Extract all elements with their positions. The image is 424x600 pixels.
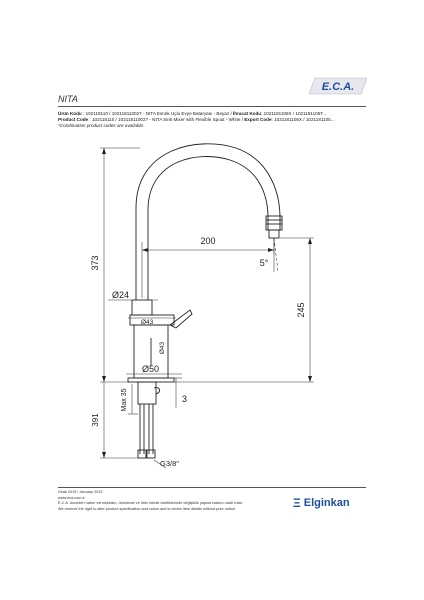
faucet-technical-drawing [58, 138, 328, 478]
combination-note: *Combination product codes are available. [58, 123, 145, 129]
brand-name: Elginkan [303, 497, 350, 509]
svg-text:E.C.A.: E.C.A. [321, 81, 355, 93]
dim-base-diameter-small: Ø43 [159, 341, 166, 355]
eca-logo [309, 76, 367, 96]
dim-thread: G3/8" [160, 459, 179, 468]
footer-url[interactable]: www.eca.com.tr [58, 495, 85, 500]
dim-body-diameter: Ø24 [112, 290, 130, 300]
footer-notes [58, 490, 288, 512]
dim-max-counter: Max 35 [121, 388, 128, 412]
dim-total-height: 373 [90, 255, 100, 271]
dim-base-diameter: Ø50 [142, 364, 160, 374]
product-title: NITA [58, 94, 78, 104]
footer-date: Ocak 2019 / January 2019 [58, 490, 103, 494]
dim-spout-angle: 5° [259, 258, 269, 268]
en-code-row: Product Code : 102118110 / 102118110027 - NITA Sink Mixer with Flexible Spout - White / Export Code: 1021181108X / 1021181105... [58, 117, 335, 123]
tr-code-row: Ürün Kodu : 102118110 / 102118110027 - NITA Esnek Uçlu Evye Bataryası - Beyaz / İhracat Kodu: 1021181108X / 1021181105T... [58, 111, 327, 116]
footer-divider [58, 487, 366, 488]
dim-spout-reach: 200 [200, 236, 216, 246]
footer-disclaimer-tr: E.C.A. önceden haber vermeksizin, ürünlerde ve ürün teknik özelliklerinde değişiklik yapma hakkını saklı tutar. [58, 501, 243, 506]
dim-spout-height: 245 [296, 302, 306, 318]
footer-disclaimer-en: We reserve the right to alter product specification and colors and to revise item details without prior notice. [58, 506, 237, 511]
elginkan-brand [293, 496, 350, 510]
dim-base-thickness: 3 [182, 394, 188, 404]
dim-handle-diameter: Ø43 [141, 319, 154, 326]
product-codes [58, 111, 368, 130]
dim-hose-length: 391 [91, 413, 100, 427]
elginkan-logo-icon: Ξ [293, 496, 301, 510]
header-divider [58, 106, 366, 107]
